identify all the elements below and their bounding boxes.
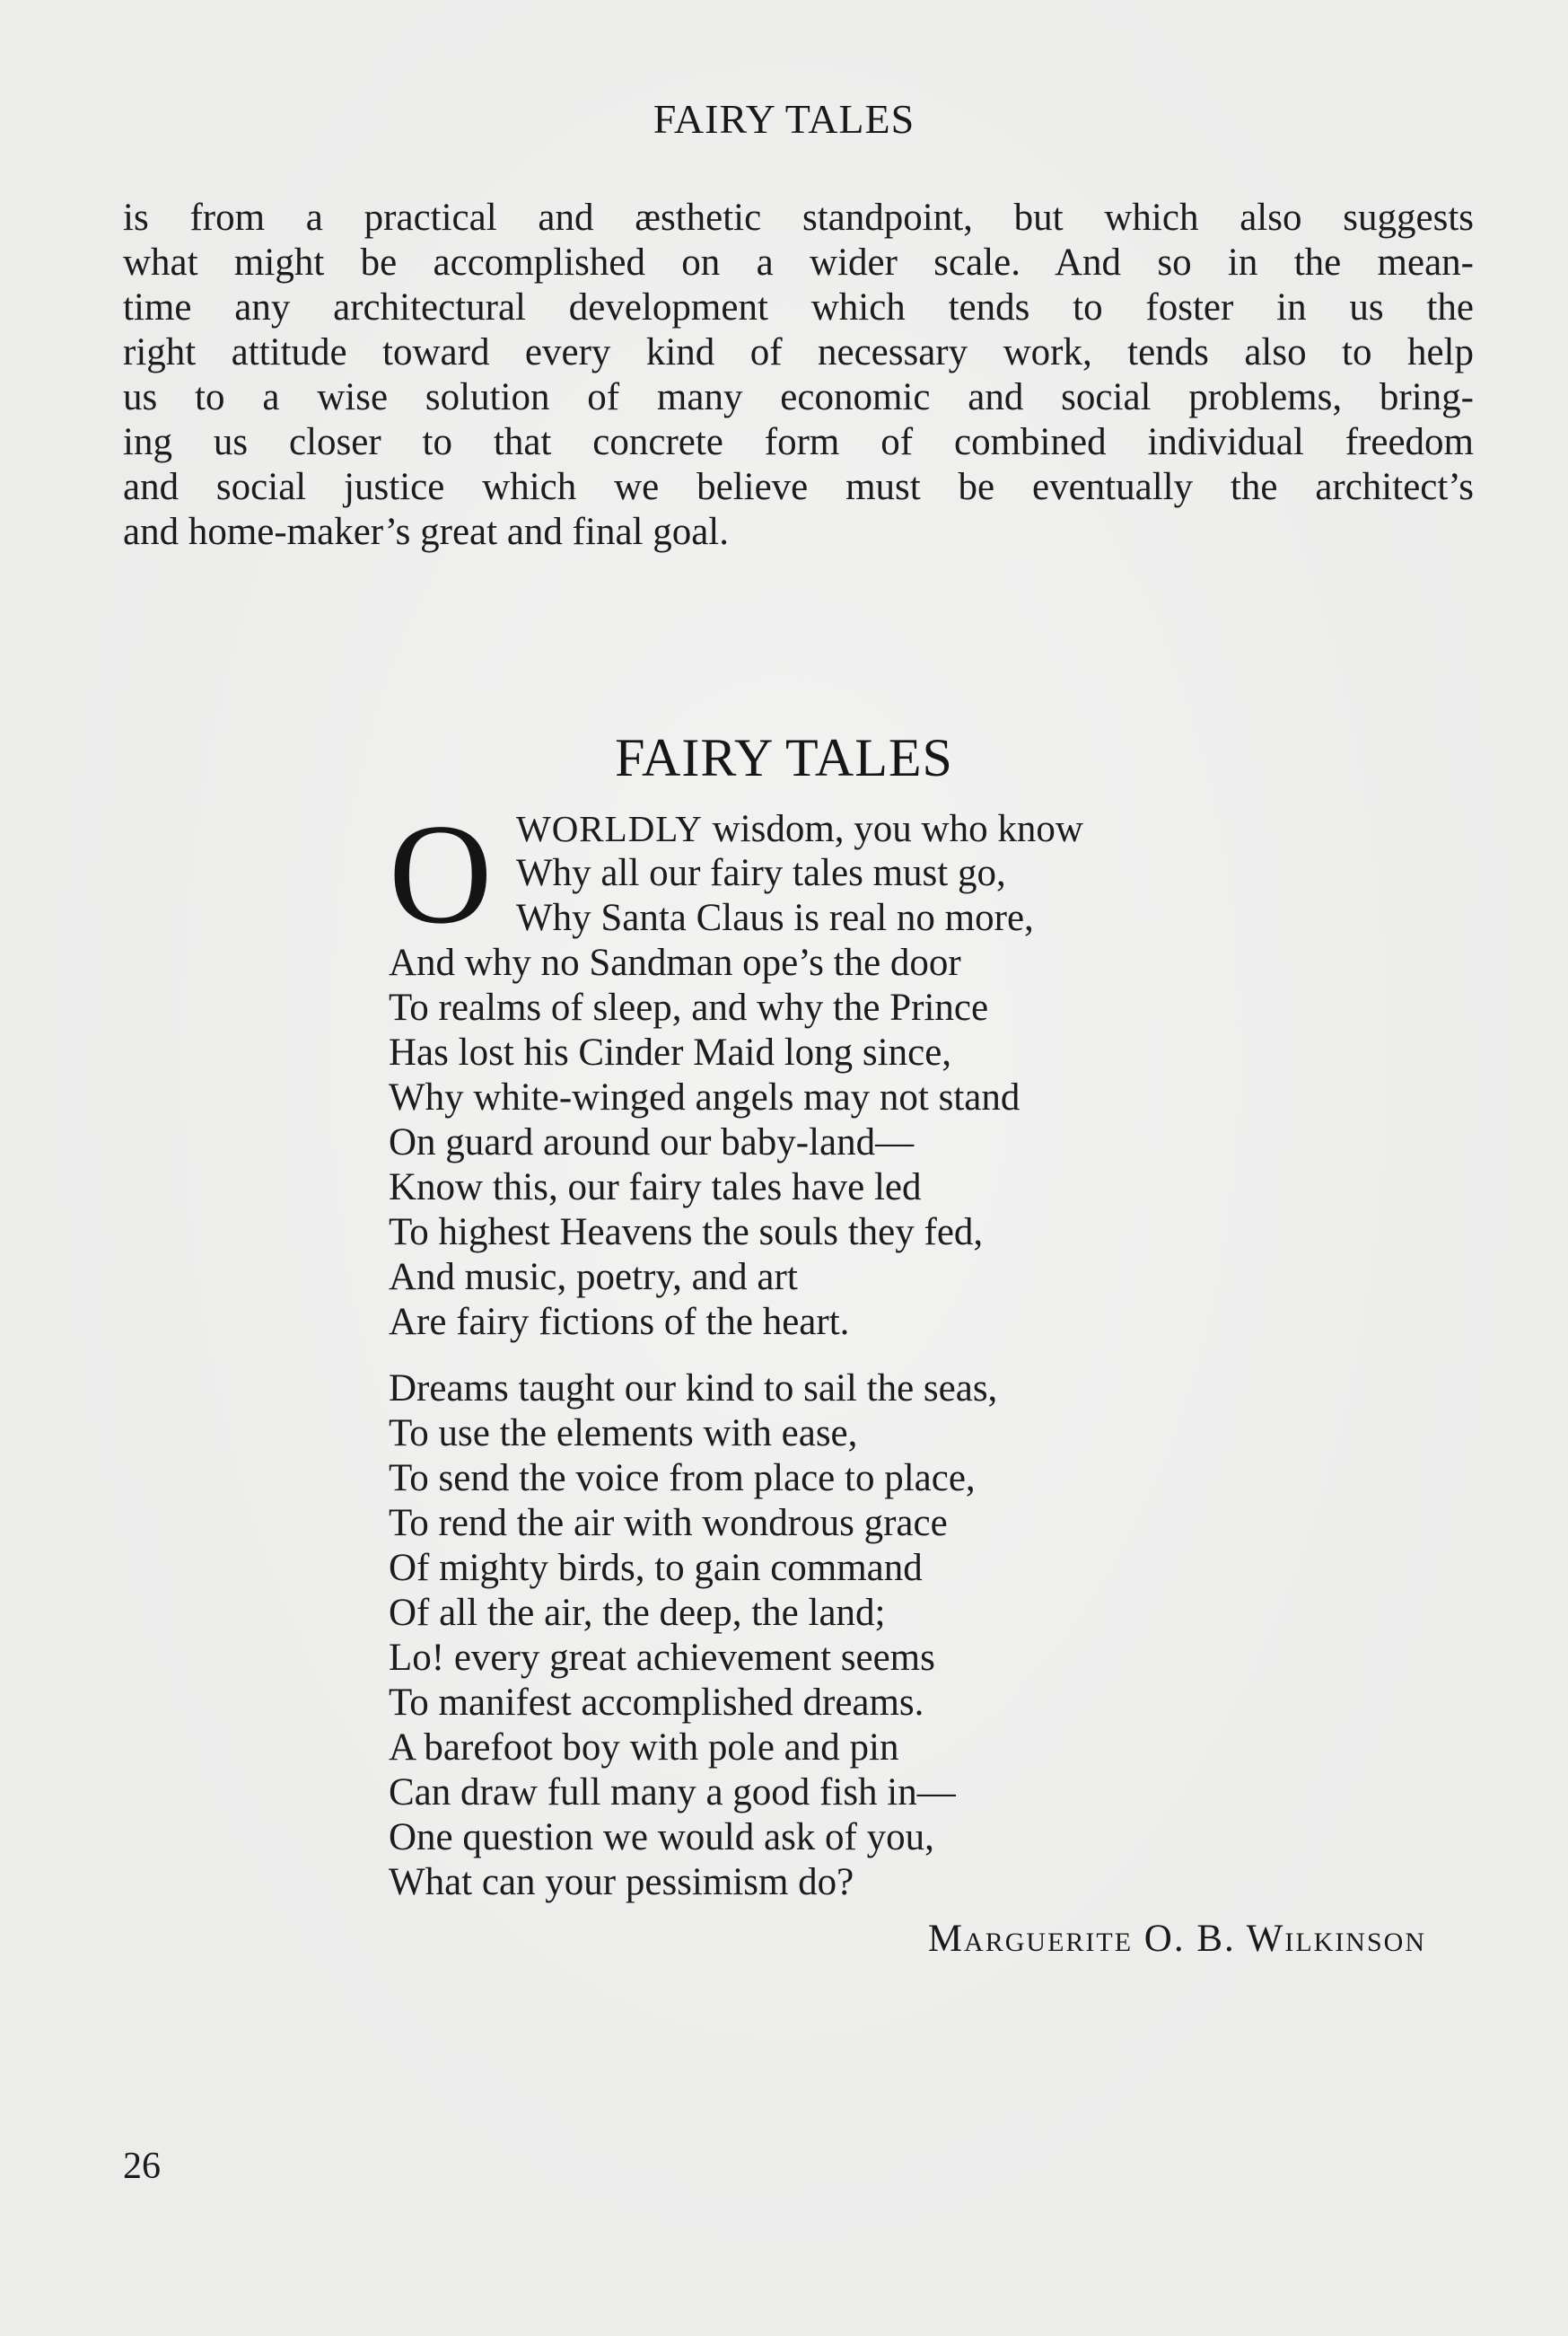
verse-line: Why Santa Claus is real no more, <box>516 897 1034 939</box>
verse-line: And music, poetry, and art <box>389 1256 798 1298</box>
first-word: WORLDLY <box>516 808 703 849</box>
poem-attribution: Marguerite O. B. Wilkinson <box>927 1918 1426 1960</box>
poem <box>389 794 1376 1905</box>
verse-line: Of all the air, the deep, the land; <box>389 1592 886 1634</box>
verse-line: Dreams taught our kind to sail the seas, <box>389 1367 998 1410</box>
stanza-1 <box>389 794 1376 1345</box>
prose-paragraph <box>123 196 1474 555</box>
prose-line: is from a practical and æsthetic standpoint, but which also suggests <box>123 197 1474 239</box>
prose-line: what might be accomplished on a wider scale. And so in the mean- <box>123 242 1474 284</box>
verse-line: Of mighty birds, to gain command <box>389 1547 923 1589</box>
prose-line: and social justice which we believe must be eventually the architect’s <box>123 466 1474 508</box>
verse-line: To rend the air with wondrous grace <box>389 1502 948 1544</box>
prose-line: time any architectural development which tends to foster in us the <box>123 286 1474 329</box>
verse-line: Can draw full many a good fish in— <box>389 1771 956 1813</box>
prose-line: right attitude toward every kind of necessary work, tends also to help <box>123 331 1474 373</box>
verse-line: A barefoot boy with pole and pin <box>389 1726 899 1769</box>
page-number: 26 <box>123 2146 161 2187</box>
first-line-rest: wisdom, you who know <box>702 808 1083 850</box>
prose-line: us to a wise solution of many economic and social problems, bring- <box>123 376 1474 418</box>
prose-line: and home-maker’s great and final goal. <box>123 511 730 553</box>
verse-line: To realms of sleep, and why the Prince <box>389 987 989 1029</box>
running-head: FAIRY TALES <box>653 96 915 142</box>
stanza-gap <box>389 1345 1376 1366</box>
verse-line: Has lost his Cinder Maid long since, <box>389 1032 952 1074</box>
verse-line: What can your pessimism do? <box>389 1861 854 1903</box>
verse-line: Are fairy fictions of the heart. <box>389 1301 850 1343</box>
prose-line: ing us closer to that concrete form of combined individual freedom <box>123 421 1474 463</box>
verse-line: To manifest accomplished dreams. <box>389 1682 924 1724</box>
verse-line: Why white-winged angels may not stand <box>389 1076 1021 1119</box>
verse-line: And why no Sandman ope’s the door <box>389 942 961 984</box>
verse-line: To use the elements with ease, <box>389 1412 858 1454</box>
verse-line-first <box>389 806 1376 851</box>
stanza-2 <box>389 1366 1376 1905</box>
drop-cap: O <box>389 794 493 953</box>
poem-title: FAIRY TALES <box>615 728 953 787</box>
verse-line: To send the voice from place to place, <box>389 1457 976 1499</box>
verse-line: Lo! every great achievement seems <box>389 1637 935 1679</box>
verse-line: On guard around our baby-land— <box>389 1121 915 1164</box>
verse-line: Know this, our fairy tales have led <box>389 1166 922 1208</box>
verse-line: One question we would ask of you, <box>389 1816 934 1858</box>
verse-line: To highest Heavens the souls they fed, <box>389 1211 984 1253</box>
verse-line: Why all our fairy tales must go, <box>516 852 1006 894</box>
